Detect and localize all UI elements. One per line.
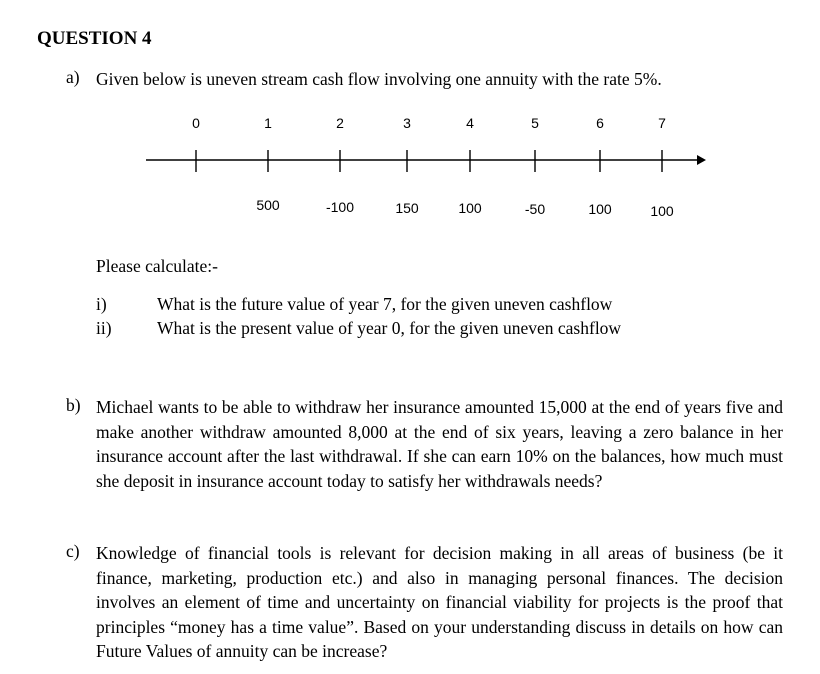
timeline-period-label: 4 [466, 115, 474, 131]
part-a-label: a) [66, 67, 80, 87]
timeline-period-label: 2 [336, 115, 344, 131]
part-c-text: Knowledge of financial tools is relevant for decision making in all areas of business (be it finance, marketing, production etc.) and also in managing personal finances. The decision involves an element of time and uncertainty on financial viability for projects is the proof that principles “money has a time value”. Based on your understanding discuss in details on how can Future Values of annuity can be increase? [96, 543, 783, 661]
part-b-label: b) [66, 395, 81, 415]
timeline-period-label: 0 [192, 115, 200, 131]
cash-flow-timeline [0, 110, 820, 230]
part-b-text: Michael wants to be able to withdraw her insurance amounted 15,000 at the end of years five and make another withdraw amounted 8,000 at the end of six years, leaving a zero balance in her insurance account after the last withdrawal. If she can earn 10% on the balances, how much must she deposit in insurance account today to satisfy her withdrawals needs? [96, 397, 783, 491]
timeline-cashflow-label: 100 [588, 201, 612, 217]
timeline-arrow-icon [697, 155, 706, 165]
sub-item-ii-label: ii) [96, 318, 112, 338]
question-title: QUESTION 4 [37, 28, 152, 49]
timeline-period-label: 1 [264, 115, 272, 131]
please-calculate-label: Please calculate:- [96, 256, 218, 276]
sub-item-i-label: i) [96, 294, 107, 314]
timeline-cashflow-label: -100 [325, 199, 355, 215]
timeline-cashflow-label: 100 [458, 200, 482, 216]
part-a-text: Given below is uneven stream cash flow involving one annuity with the rate 5%. [96, 69, 662, 89]
timeline-cashflow-label: -50 [524, 201, 546, 217]
timeline-cashflow-label: 100 [650, 203, 674, 219]
sub-item-i-text: What is the future value of year 7, for the given uneven cashflow [157, 294, 613, 314]
timeline-cashflow-label: 150 [395, 200, 419, 216]
timeline-period-label: 6 [596, 115, 604, 131]
timeline-cashflow-label: 500 [256, 197, 280, 213]
timeline-period-label: 3 [403, 115, 411, 131]
sub-item-ii-text: What is the present value of year 0, for the given uneven cashflow [157, 318, 622, 338]
timeline-period-label: 5 [531, 115, 539, 131]
timeline-period-label: 7 [658, 115, 666, 131]
part-c-label: c) [66, 541, 80, 561]
